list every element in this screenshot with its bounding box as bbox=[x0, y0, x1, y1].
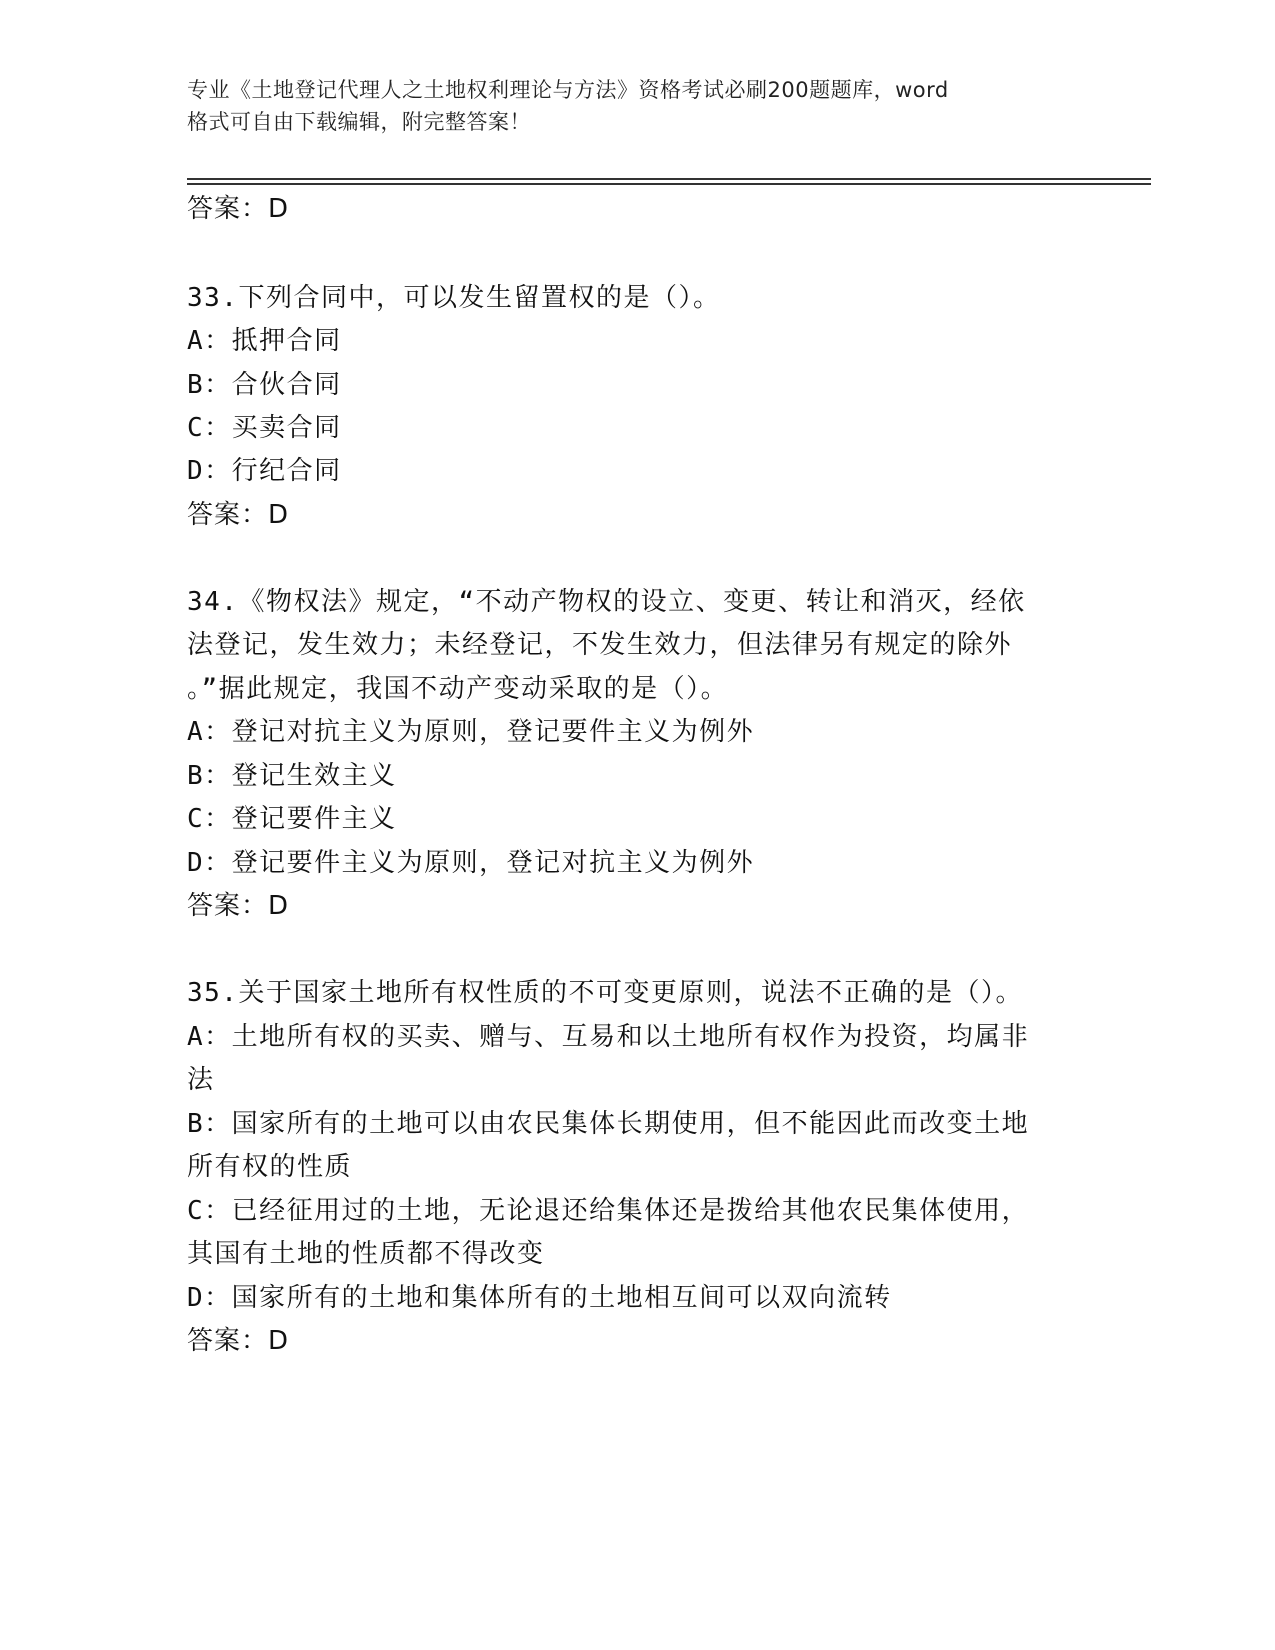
question-34-option-c: C：登记要件主义 bbox=[187, 804, 397, 834]
question-34-answer: 答案：D bbox=[187, 891, 290, 921]
question-35-option-b-line-1: B：国家所有的土地可以由农民集体长期使用，但不能因此而改变土地 bbox=[187, 1109, 1030, 1139]
question-33-option-c: C：买卖合同 bbox=[187, 413, 342, 443]
question-33-answer: 答案：D bbox=[187, 500, 290, 530]
question-33-option-d: D：行纪合同 bbox=[187, 456, 342, 486]
question-35-option-a-line-2: 法 bbox=[187, 1065, 215, 1095]
header-line-1: 专业《土地登记代理人之土地权利理论与方法》资格考试必刷200题题库，word bbox=[187, 78, 949, 102]
question-34-option-a: A：登记对抗主义为原则，登记要件主义为例外 bbox=[187, 717, 755, 747]
header-line-2: 格式可自由下载编辑，附完整答案！ bbox=[187, 110, 531, 134]
header-divider-top bbox=[187, 178, 1151, 180]
question-34-text-line-1: 34.《物权法》规定，“不动产物权的设立、变更、转让和消灭，经依 bbox=[187, 587, 1026, 617]
question-34-option-b: B：登记生效主义 bbox=[187, 761, 397, 791]
question-35-answer: 答案：D bbox=[187, 1326, 290, 1356]
header-divider-bottom bbox=[187, 183, 1151, 185]
question-35-option-d: D：国家所有的土地和集体所有的土地相互间可以双向流转 bbox=[187, 1283, 892, 1313]
question-35-option-a-line-1: A：土地所有权的买卖、赠与、互易和以土地所有权作为投资，均属非 bbox=[187, 1022, 1030, 1052]
answer-previous: 答案：D bbox=[187, 194, 290, 224]
question-35-text: 35.关于国家土地所有权性质的不可变更原则，说法不正确的是（）。 bbox=[187, 978, 1023, 1008]
question-33-option-a: A：抵押合同 bbox=[187, 326, 342, 356]
question-34-option-d: D：登记要件主义为原则，登记对抗主义为例外 bbox=[187, 848, 755, 878]
question-33-text: 33.下列合同中，可以发生留置权的是（）。 bbox=[187, 283, 721, 313]
question-33-option-b: B：合伙合同 bbox=[187, 370, 342, 400]
question-35-option-c-line-2: 其国有土地的性质都不得改变 bbox=[187, 1239, 545, 1269]
question-35-option-b-line-2: 所有权的性质 bbox=[187, 1152, 353, 1182]
question-35-option-c-line-1: C：已经征用过的土地，无论退还给集体还是拨给其他农民集体使用， bbox=[187, 1196, 1030, 1226]
question-34-text-line-3: 。”据此规定，我国不动产变动采取的是（）。 bbox=[187, 674, 729, 704]
page-header bbox=[187, 74, 1067, 138]
question-34-text-line-2: 法登记，发生效力；未经登记，不发生效力，但法律另有规定的除外 bbox=[187, 630, 1013, 660]
